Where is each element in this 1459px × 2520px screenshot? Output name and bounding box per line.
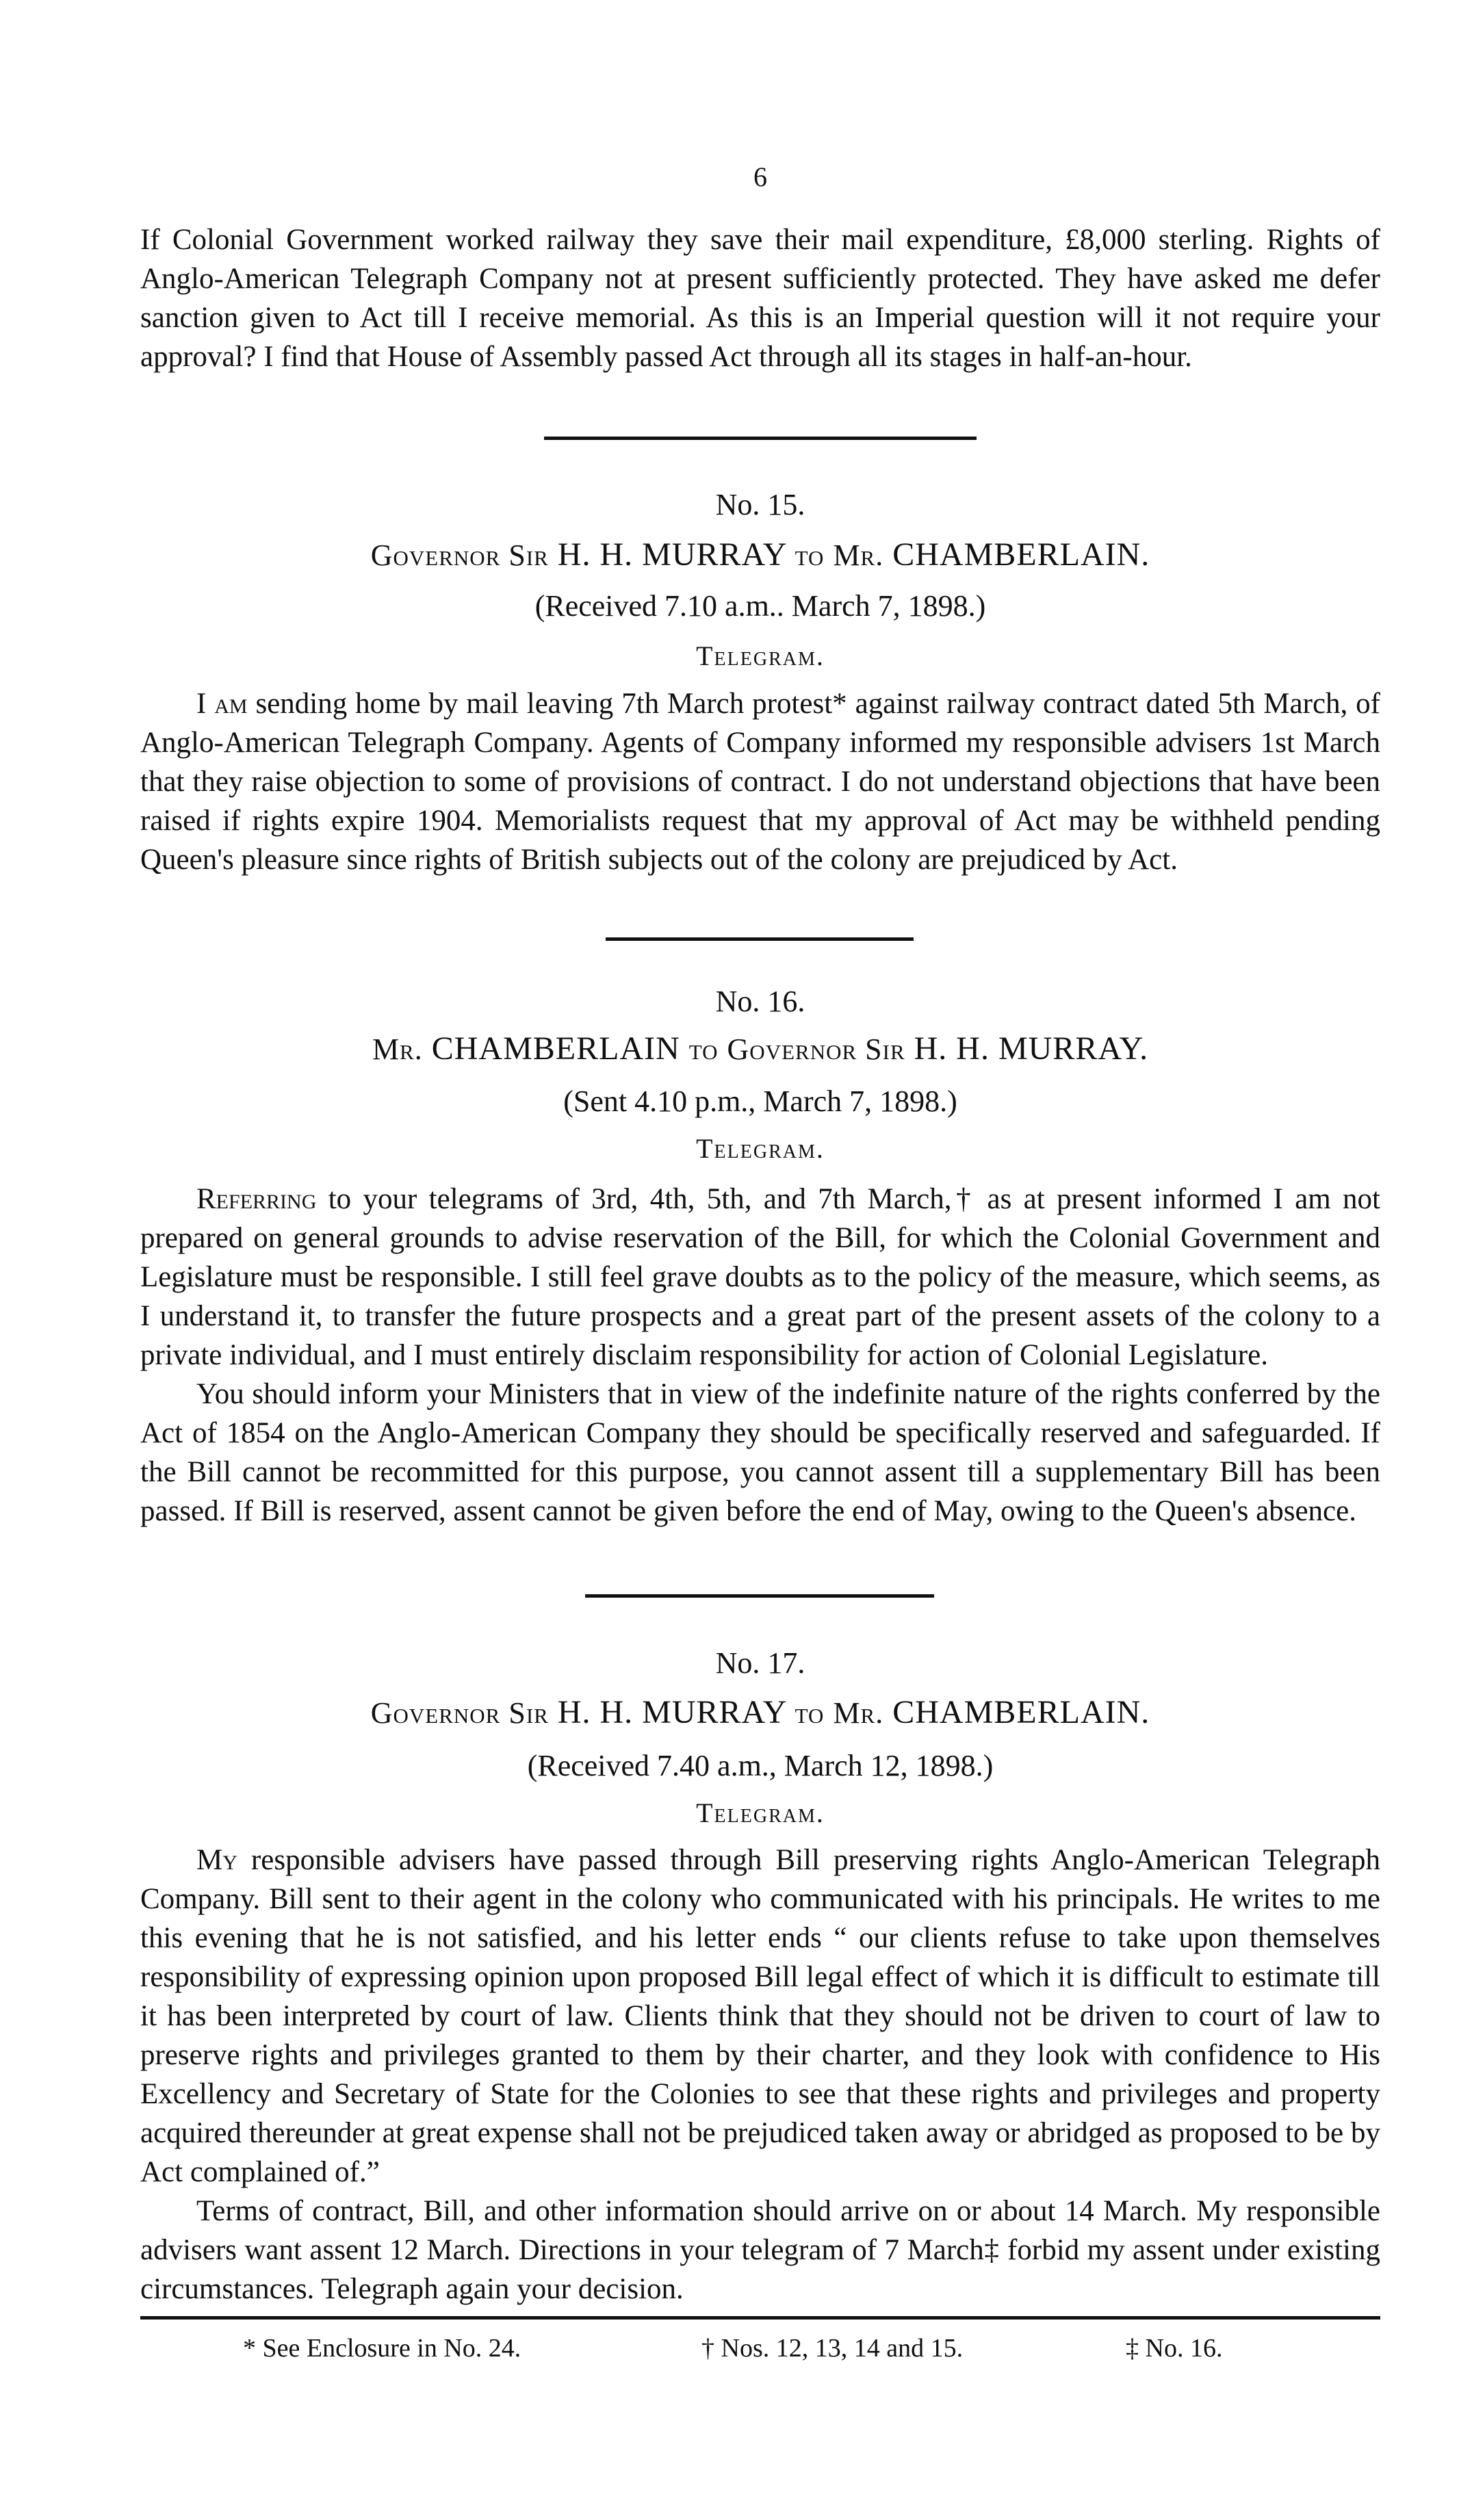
received-line-15: (Received 7.10 a.m.. March 7, 1898.) — [534, 589, 986, 623]
doc-heading-16 — [140, 1030, 1380, 1067]
telegram-label-15: Telegram. — [696, 640, 825, 671]
from-name: H. H. MURRAY — [557, 536, 786, 573]
telegram-label-16: Telegram. — [696, 1133, 825, 1164]
to-word: to — [795, 1696, 825, 1730]
doc-paragraph — [140, 1841, 1380, 2192]
to-title: Mr. — [833, 538, 884, 572]
to-name: H. H. MURRAY. — [914, 1030, 1149, 1067]
paragraph-text: responsible advisers have passed through Bill preserving rights Anglo-American Telegraph Company. Bill sent to their agent in the colony who communicated with his principals. He writes to me this evening that he is not satisfied, and his letter ends “ our clients refuse to take upon themselves responsibility of expressing opinion upon proposed Bill legal effect of which it is difficult to estimate till it has been interpreted by court of law. Clients think that they should not be driven to court of law to preserve rights and privileges granted to them by their charter, and they look with confidence to His Excellency and Secretary of State for the Colonies to see that these rights and privileges and property acquired thereunder at great expense shall not be prejudiced taken away or abridged as proposed to be by Act complained of.” — [140, 1844, 1380, 2188]
section-divider — [585, 1594, 934, 1598]
doc-number-16: No. 16. — [715, 985, 805, 1018]
document-page — [140, 0, 1380, 2520]
received-line-17: (Received 7.40 a.m., March 12, 1898.) — [527, 1749, 994, 1782]
doc-heading-17 — [140, 1693, 1380, 1731]
to-name: CHAMBERLAIN. — [892, 536, 1150, 573]
footnote-asterisk: * See Enclosure in No. 24. — [243, 2334, 521, 2363]
paragraph-text: Terms of contract, Bill, and other information should arrive on or about 14 March. My responsible advisers want assent 12 March. Directions in your telegram of 7 March‡ forbid my assent under existing circumstances. Telegraph again your decision. — [140, 2195, 1380, 2305]
intro-paragraph: If Colonial Government worked railway they save their mail expenditure, £8,000 sterling. Rights of Anglo-American Telegraph Company not at present sufficiently protected. They have asked me defer sanction given to Act till I receive memorial. As this is an Imperial question will it not require your approval? I find that House of Assembly passed Act through all its stages in half-an-hour. — [140, 224, 1380, 373]
intro-section — [140, 220, 1380, 376]
doc-paragraph — [140, 1180, 1380, 1375]
doc-number-15: No. 15. — [715, 488, 805, 521]
doc-body-16 — [140, 1180, 1380, 1531]
paragraph-text: sending home by mail leaving 7th March protest* against railway contract dated 5th March, of Anglo-American Telegraph Company. Agents of Company informed my responsible advisers 1st March that they raise objection to some of provisions of contract. I do not understand objections that have been raised if rights expire 1904. Memorialists request that my approval of Act may be withheld pending Queen's pleasure since rights of British subjects out of the colony are prejudiced by Act. — [140, 688, 1380, 876]
doc-body-15 — [140, 684, 1380, 879]
doc-heading-15 — [140, 536, 1380, 573]
lead-word: My — [196, 1844, 237, 1876]
lead-word: I am — [196, 688, 248, 720]
lead-word: Referring — [196, 1183, 317, 1215]
paragraph-text: You should inform your Ministers that in view of the indefinite nature of the rights conferred by the Act of 1854 on the Anglo-American Company they should be specifically reserved and safeguarded. If the Bill cannot be recommitted for this purpose, you cannot assent till a supplementary Bill has been passed. If Bill is reserved, assent cannot be given before the end of May, owing to the Queen's absence. — [140, 1378, 1380, 1527]
footnote-double-dagger: ‡ No. 16. — [1126, 2334, 1223, 2363]
to-title: Governor Sir — [727, 1032, 905, 1066]
doc-number-17: No. 17. — [715, 1646, 805, 1680]
from-name: CHAMBERLAIN — [431, 1030, 680, 1067]
doc-body-17 — [140, 1841, 1380, 2309]
to-title: Mr. — [833, 1696, 884, 1730]
to-word: to — [688, 1032, 719, 1066]
doc-paragraph — [140, 1375, 1380, 1531]
section-divider — [544, 437, 977, 440]
from-title: Mr. — [372, 1032, 423, 1066]
paragraph-text: to your telegrams of 3rd, 4th, 5th, and 7th March,† as at present informed I am not prepared on general grounds to advise reservation of the Bill, for which the Colonial Government and Legislature must be responsible. I still feel grave doubts as to the policy of the measure, which seems, as I understand it, to transfer the future prospects and a great part of the present assets of the colony to a private individual, and I must entirely disclaim responsibility for action of Colonial Legislature. — [140, 1183, 1380, 1371]
page-number: 6 — [753, 161, 767, 192]
from-title: Governor Sir — [370, 538, 549, 572]
footnote-dagger: † Nos. 12, 13, 14 and 15. — [701, 2334, 964, 2363]
telegram-label-17: Telegram. — [696, 1797, 825, 1828]
to-name: CHAMBERLAIN. — [892, 1694, 1150, 1730]
sent-line-16: (Sent 4.10 p.m., March 7, 1898.) — [563, 1084, 957, 1118]
doc-paragraph — [140, 2192, 1380, 2309]
section-divider — [606, 937, 914, 941]
to-word: to — [795, 538, 825, 572]
from-name: H. H. MURRAY — [557, 1694, 786, 1730]
footnote-rule — [140, 2316, 1380, 2320]
from-title: Governor Sir — [370, 1696, 549, 1730]
doc-paragraph — [140, 684, 1380, 879]
